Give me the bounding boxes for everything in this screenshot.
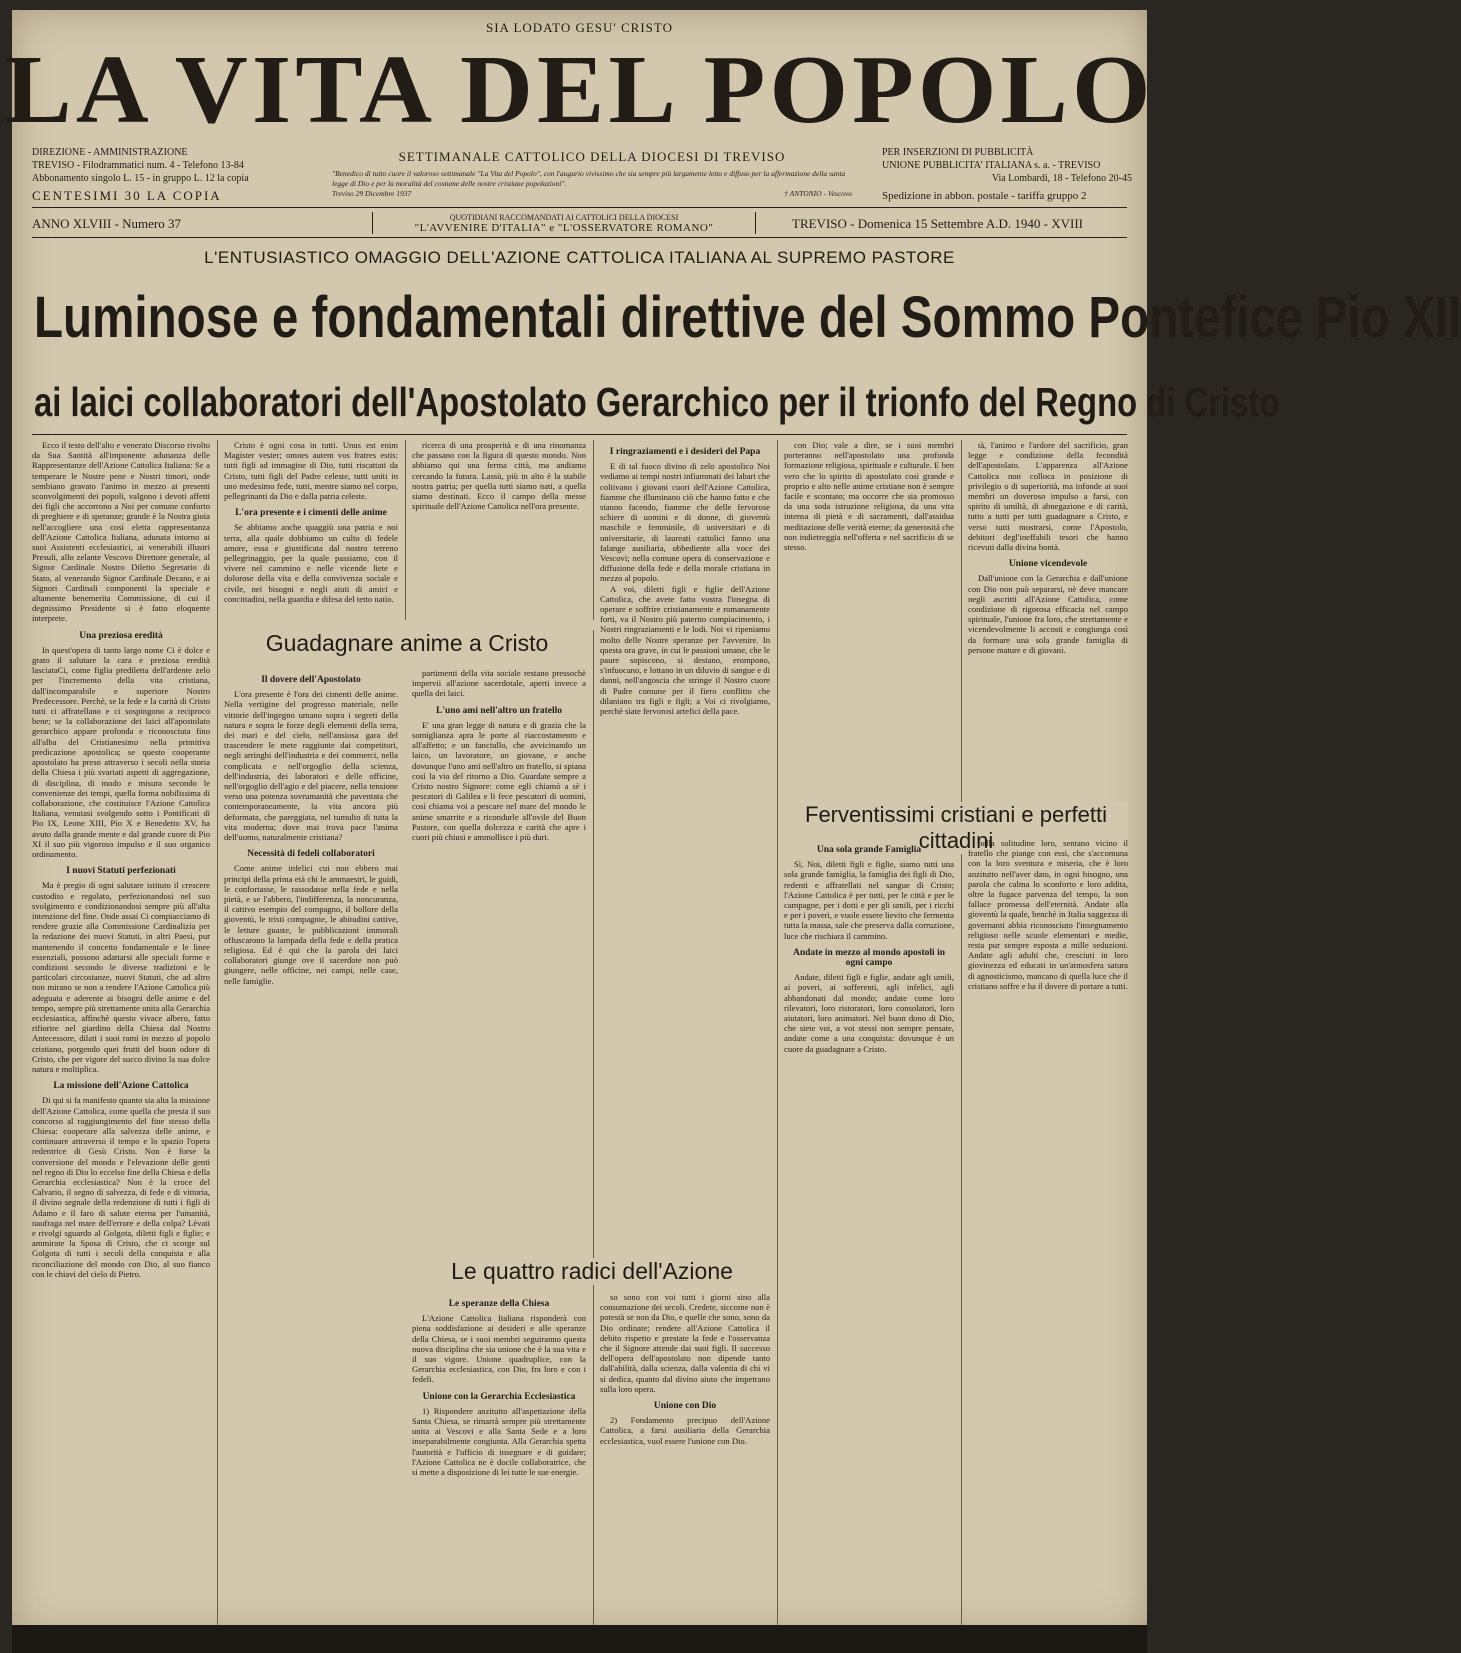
advertising-info — [882, 146, 1132, 203]
ads-line-2: UNIONE PUBBLICITA' ITALIANA s. a. - TREVISO — [882, 160, 1101, 171]
column-6-top: tà, l'animo e l'ardore del sacrificio, gran legge e condizione della fecondità dell'apostolato. L'apparenza all'Azione Cattolica non colloca in posizione di privilegio o di superiorità, ma infonde ai suoi membri un doveroso impulso a farsi, con spirito di umiltà, di abnegazione e di carità, tutto a tutti per tutti guadagnare a Cristo, e verso tutti mostrarsi, come l'Apostolo, debitori degl'ineffabili tesori che hanno ricevuti dalla divina bontà. Unione vicendevole Dall'unione con la Gerarchia e dall'unione con Dio non può separarsi, nè deve mancare negli ascritti all'Azione Cattolica, come condizione di rigorosa efficacia nel campo spirituale, l'unione fra loro, che strettamente e vicendevolmente li accosti e congiunga così da formare una sola grande famiglia di persone mature e di giovani. — [968, 440, 1128, 655]
administration-info — [32, 146, 272, 202]
secondary-headline: ai laici collaboratori dell'Apostolato Gerarchico per il trionfo del Regno di Cristo — [34, 379, 1280, 425]
price-per-copy: CENTESIMI 30 LA COPIA — [32, 188, 222, 203]
column-4: I ringraziamenti e i desideri del Papa E di tal fuoco divino di zelo apostolico Noi vediamo ai tempi nostri infiammati dei labari che coltivano i giovani cuori dell'Azione Cattolica, fiamme che illuminano ciò che hanno fatto e che stanno facendo, fiamme che delle fervorose schiere di uomini e di donne, di gioventù maschile e femminile, di universitari e di universitarie, di laureati cattolici fanno una falange ausiliaria, obbediente alla voce dei Vescovi; nella comune opera di conservazione e diffusione della fede e della morale cristiana in mezzo al popolo. A voi, diletti figli e figlie dell'Azione Cattolica, che avete fatto vostra l'insegna di operare e soffrire cristianamente e romanamente forti, va il Nostro più paterno compiacimento, i Nostri ringraziamenti e le lodi. Noi vi ripeniamo molto delle Nostre speranze per l'avvenire. In questa ora grave, in cui le passioni umane, che le paure sopiscono, si destano, erompono, s'infuocano, e lottano in un diluvio di sangue e di danni, nell'angoscia che stringe il Nostro cuore di Padre comune per il fiero conflitto che dilaniano tra figli e figli; a Voi ci rivolgiamo, perchè siate fervorosi artefici della pace. — [600, 447, 770, 717]
column-4-radici: so sono con voi tutti i giorni sino alla consumazione dei secoli. Credete, siccome non è potestà se non da Dio, e quelle che sono, sono da Dio ordinate; rendete all'Azione Cattolica il debito rispetto e prestate la fede e l'osservanza che il Signore attende dai suoi figli. Il successo dell'opera dell'apostolato non dipende tanto dall'abilità, dalla scienza, dalla valentia di chi vi si dedica, quanto dal divino aiuto che impetrano sulla loro opera. Unione con Dio 2) Fondamento precipuo dell'Azione Cattolica, a farsi ausiliaria della Gerarchia ecclesiastica, vuol essere l'unione con Dio. — [600, 1292, 770, 1446]
kicker: L'ENTUSIASTICO OMAGGIO DELL'AZIONE CATTOLICA ITALIANA AL SUPREMO PASTORE — [204, 248, 955, 267]
column-5-bottom: Una sola grande Famiglia Sì, Noi, diletti figli e figlie, siamo tutti una sola grande famiglia, la famiglia dei figli di Dio, redenti e affratellati nel sangue di Cristo; l'Azione Cattolica è per tutti, per le città e per le campagne, per i dotti e per gli umili, per i ricchi e per i poveri, e vuole essere lievito che fermenta tutta la massa, sale che preserva dalla corruzione, luce che rischiara il cammino. Andate in mezzo al mondo apostoli in ogni campo Andate, diletti figli e figlie, andate agli umili, ai poveri, ai sofferenti, agli infelici, agli abbandonati dal mondo; andate come loro rilevatori, loro ristoratori, loro consolatori, loro aiutatori, loro animatori. Nel buon dono di Dio, che siete voi, a voi stessi non sempre pensate, andate come a una conquista: dovunque è un cuore da guadagnare a Cristo. — [784, 845, 954, 1054]
masthead-title: LA VITA DEL POPOLO — [4, 36, 1155, 144]
section-headline-ferventissimi: Ferventissimi cristiani e perfetti cittadini — [784, 802, 1128, 854]
column-2-bottom: Il dovere dell'Apostolato L'ora presente è l'ora dei cimenti delle anime. Nella vertigine del progresso materiale, nelle vittorie dell'ingegno umano sopra i segreti della natura e sopra le forze degli elementi della terra, dei mari e del cielo, nell'ansiosa gara del trascendere le mete raggiunte dai competitori, negli arringhi dell'industria e dei commerci, nella complicata e nell'orgoglio della scienza, dell'industria, dei laboratori e delle officine, nell'orgoglio dell'agio e del piacere, nella tensione verso una potenza sovrumanità che paventata che contemporaneamente, la vita ancora più deformata, che pareggiata, nel tumulto di tutta la vita moderna; dove mai trova pace l'anima dell'uomo, naturalmente cristiana? Necessità di fedeli collaboratori Come anime infelici cui non ebbero mai principi della prima età chi le ammaestri, le guidi, le confortasse, le rassodasse nella fede e nella pietà, e se l'abbero, l'indifferenza, la noncuranza, il cattivo esempio del compagno, il bollore della gioventù, le tristi compagnie, le abitudini cattive, le letture guaste, le pubblicazioni immorali offuscarono la lampada della fede e della pratica religiosa. Ed è qui che la parola dei laici collaboratori giunge ove il sacerdote non può giungere, nelle officine, nei campi, nelle case, nelle famiglie. — [224, 675, 398, 986]
column-3-radici: Le speranze della Chiesa L'Azione Cattolica Italiana risponderà con piena soddisfazione ai desideri e alle speranze della Chiesa, se i suoi membri seguiranno questa nuova disciplina che sia unione che è la sua vita e il suo vigore. Unione quadruplice, con la Gerarchia ecclesiastica, con Dio, fra loro e con i fedeli. Unione con la Gerarchia Ecclesiastica 1) Rispondere anzitutto all'aspettazione della Santa Chiesa, se rimarrà sempre più strettamente unita ai Vescovi e alla Santa Sede e a loro inseparabilmente congiunta. Alla Gerarchia spetta l'autorità e l'ufficio di insegnare e di guidare; l'Azione Cattolica ne è docile collaboratrice, che si mette a disposizione di lei tutte le sue energie. — [412, 1299, 586, 1478]
bishop-quote: "Benedico di tutto cuore il valoroso settimanale "La Vita del Popolo", con l'augurio vivissimo che sia sempre più largamente letto e diffuso per la affermazione della santa legge di Dio e per la moralità del costume delle nostre cristiane popolazioni". — [332, 169, 846, 188]
admin-line-2: TREVISO - Filodrammatici num. 4 - Telefono 13-84 — [32, 160, 244, 171]
subtitle-block — [332, 150, 852, 199]
headline-rule — [32, 434, 1127, 435]
column-5-top: con Dio; vale a dire, se i suoi membri porteranno nell'apostolato una profonda formazione religiosa, spirituale e culturale. E ben vero che lo spirito di apostolato così grande e proprio e alto nelle anime cristiane non è sempre facile e scontato; ma occorre che sia promosso da una soda istruzione religiosa, da una vita intensa di pietà e di sacramenti, dall'assidua meditazione delle verità eterne; da generosità che non indietreggia nell'offerta e nel sacrificio di se stesso. — [784, 440, 954, 553]
issue-date: TREVISO - Domenica 15 Settembre A.D. 1940 - XVIII — [792, 216, 1083, 231]
recommended-papers: QUOTIDIANI RACCOMANDATI AI CATTOLICI DELLA DIOCESI "L'AVVENIRE D'ITALIA" e "L'OSSERVATORE ROMANO" — [372, 212, 756, 234]
article-body — [32, 440, 1132, 1630]
motto: SIA LODATO GESU' CRISTO — [485, 20, 674, 35]
column-3-top: ricerca di una prosperità e di una rinomanza che passano con la figura di questo mondo. Non abbiamo qui una ferma città, ma andiamo cercando la futura. Lassù, più in alto è la stabile nostra patria; per quella tutti siamo nati, a quella siamo destinati. Ecco il campo della messe spirituale dell'Azione Cattolica nell'ora presente. — [412, 440, 586, 512]
top-rule — [32, 207, 1127, 208]
admin-line-1: DIREZIONE - AMMINISTRAZIONE — [32, 147, 188, 158]
column-6-bottom: nella solitudine loro, sentano vicino il fratello che piange con essi, che s'accomuna con la loro sventura e miseria, che è loro anzitutto nell'aver dato, in ogni bisogno, una parola che calma lo sconforto e loro addita, oltre la fugace parvenza del tempo, la non fallace promessa dell'eternità. Andate alla gioventù la quale, benchè in Italia saggezza di governanti abbia riconosciuto l'insegnamento religioso nelle scuole elementari e medie, resta pur sempre esposta a mille seduzioni. Andate agli adulti che, cresciuti in loro giovinezza ed educati in un'atmosfera satura di agnosticismo, mancano di quella luce che il cristiano soffre e ha il dovere di portare a tutti. — [968, 838, 1128, 991]
ads-line-1: PER INSERZIONI DI PUBBLICITÀ — [882, 147, 1034, 158]
quote-signature: † ANTONIO - Vescovo — [784, 189, 852, 198]
weekly-subtitle: SETTIMANALE CATTOLICO DELLA DIOCESI DI TREVISO — [398, 149, 786, 164]
main-headline: Luminose e fondamentali direttive del Sommo Pontefice Pio XII — [34, 285, 1461, 350]
shipping-info: Spedizione in abbon. postale - tariffa gruppo 2 — [882, 190, 1087, 202]
section-headline-guadagnare: Guadagnare anime a Cristo — [224, 630, 590, 657]
second-rule — [32, 237, 1127, 238]
issue-number: ANNO XLVIII - Numero 37 — [32, 216, 181, 231]
newspaper-page — [4, 10, 1461, 1635]
admin-line-3: Abbonamento singolo L. 15 - in gruppo L. 12 la copia — [32, 173, 249, 184]
ads-line-3: Via Lombardi, 18 - Telefono 20-45 — [991, 173, 1132, 184]
page-edge — [12, 1625, 1147, 1653]
section-headline-radici: Le quattro radici dell'Azione — [412, 1258, 772, 1285]
column-1: Ecco il testo dell'alto e venerato Discorso rivolto da Sua Santità all'imponente adunanza delle Rappresentanze dell'Azione Cattolica Italiana: Se a temperare le Nostre pene e Nostri timori, onde sembiano gravato l'animo in mezzo ai presenti sconvolgimenti dei popoli, valgono i devoti affetti dei figli che accorrono a Noi per comune conforto di preghiere e di speranze; grande è la Nostra gioia nell'accogliere una così eletta rappresentanza dell'Azione Cattolica Italiana, adunata intorno ai suoi Assistenti ecclesiastici, ai venerabili illustri Presuli, allo zelante Vescovo Direttore generale, al Signor Cardinale Nostro Diletto Segretario di Stato, al venerando Signor Cardinale Decano, e ai Signori Cardinali componenti la speciale e altamente benemerita Commissione, di cui il degnissimo Presidente si è fatto eloquente interprete. Una preziosa eredità In quest'opera di tanto largo nome Ci è dolce e grato il salutare la cara e preziosa eredità lasciataCi, come figlia prediletta dell'ardente zelo per l'incremento della vita cristiana, dall'incomparabile e superiore Nostro Predecessore. Perchè, se la fede e la carità di Cristo tutti ci affratellano e ci sospingono a reciproco bene; se la collaborazione dei laici all'apostolato gerarchico appare profonda e riconosciuta fino all'alba del Cristianesimo nella primitiva predicazione apostolica; se questo cooperante apostolato ha preso attraverso i secoli nella storia della Chiesa i più svariati aspetti di aggregazione, di disciplina, di modo e misura secondo le convenienze dei tempi, quella forma nobilissima di collaborazione, che costituisce l'Azione Cattolica Italiana, venutasi svolgendo sotto i Pontificati di Pio IX, Leone XIII, Pio X e Benedetto XV, ha avuto dalla grande mente e dal grande cuore di Pio XI il suo più vigoroso impulso e il suo organico ordinamento. I nuovi Statuti perfezionati Ma è pregio di ogni salutare istituto il crescere custodito e regolato, perfezionandosi nel suo svolgimento e condizionandosi sempre più all'alta intenzione del fine. Onde assai Ci compiacciamo di rendere grazie alla Commissione Cardinalizia per la redazione dei nuovi Statuti, in altri Paesi, pur mantenendo il concetto fondamentale e le linee essenziali, possono adattarsi alle speciali forme e condizioni secondo le diverse tradizioni e le particolari circostanze, nuovi Statuti, che ad altro non mirano se non a rendere l'Azione Cattolica più adeguata e aderente ai bisogni delle anime e del tempo, sempre più strettamente unita alla Gerarchia ecclesiastica, affinchè questo vivace albero, fatto rifiorire nel giardino della Chiesa dal Nostro Antecessore, dilati i suoi rami in mezzo al popolo cristiano, porgendo quei frutti del buon odore di Cristo, che per vigore del succo divino la sua dolce natura e moltiplica. La missione dell'Azione Cattolica Di qui si fa manifesto quanto sia alta la missione dell'Azione Cattolica, come quella che presta il suo concorso al raggiungimento del fine stesso della Chiesa: cooperare alla salvezza delle anime, e continuare attraverso il tempo e lo spazio l'opera redentrice di Gesù Cristo. Non è forse la conversione del mondo e l'elevazione delle genti nel regno di Dio lo eccelso fine della Chiesa e della Gerarchia ecclesiastica? Non è la croce del Calvario, il segno di salvezza, di fede e di vittoria, il divino segnale della redenzione di tutti i figli di Adamo e il faro di salute eterna per l'umanità, naufraga nel mare dell'errore e della colpa? Lèvati e rivolgi sguardo al Golgota, diletti figli e figlie; e ammirate la Sposa di Cristo, che ci scorge sul Golgota di tutti i secoli della conquista e alla riconciliazione del mondo con Dio, al suo fianco con le chiavi del cielo di Pietro. — [32, 440, 210, 1279]
column-3-bottom: partimenti della vita sociale restano pressochè impervii all'azione sacerdotale, aperti invece a quella dei laici. L'uno ami nell'altro un fratello E' una gran legge di natura e di grazia che la somiglianza apra le porte al riaccostamento e all'affetto; e un fanciullo, che avvicinando un laico, un lavoratore, un giovane, e anche dovunque l'uno ami nell'altro un fratello, si spiana così la via del ritorno a Dio. Guardate sempre a Cristo nostro Signore: come egli chiamò a sè i pescatori di Galilea e li fece pescatori di uomini, così chiama voi a pescare nel mare del mondo le anime smarrite e a ricondurle all'ovile del Buon Pastore, con quella dolcezza e carità che apre i cuori più chiusi e ammollisce i più duri. — [412, 668, 586, 843]
column-2-top: Cristo è ogni cosa in tutti. Unus est enim Magister vester; omnes autem vos fratres estis: tutti figli ad immagine di Dio, tutti riscattati da Cristo, tutti figli del Padre celeste, tutti uniti in uno medesimo fede, tutti, mentre siamo nel corpo, pellegrinanti da Dio e dalla patria celeste. L'ora presente e i cimenti delle anime Se abbiamo anche quaggiù una patria e noi terra, alla quale dobbiamo un culto di fedele amore, essa e giustificata dal nostro terreno pellegrinaggio, per la quale passiamo, con il vivere nel cammino e nelle vicende liete e dolorose della vita e della convivenza sociale e civile, nei bisogni e negli aiuti di amici e concittadini, nella guardia e difesa del tetto natìo. — [224, 440, 398, 604]
quote-date: Treviso 29 Dicembre 1937 — [332, 189, 412, 198]
